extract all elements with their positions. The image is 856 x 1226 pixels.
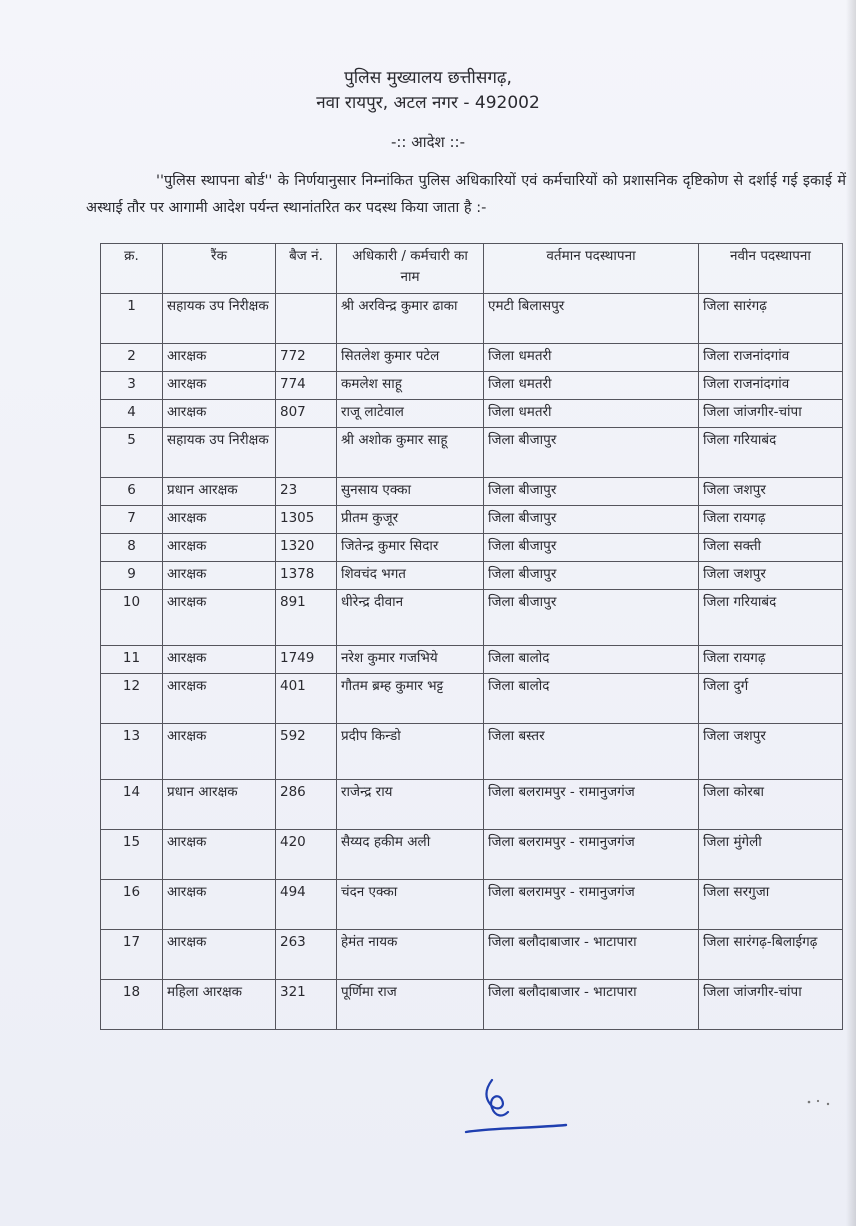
table-row xyxy=(101,930,843,980)
cell-serial: 12 xyxy=(101,674,163,724)
cell-name: गौतम ब्रम्ह कुमार भट्ट xyxy=(337,674,484,724)
cell-rank: आरक्षक xyxy=(163,830,276,880)
cell-serial: 18 xyxy=(101,980,163,1030)
cell-rank: आरक्षक xyxy=(163,400,276,428)
cell-rank: आरक्षक xyxy=(163,724,276,780)
cell-rank: आरक्षक xyxy=(163,344,276,372)
table-row xyxy=(101,428,843,478)
cell-rank: सहायक उप निरीक्षक xyxy=(163,294,276,344)
cell-badge: 321 xyxy=(276,980,337,1030)
cell-serial: 1 xyxy=(101,294,163,344)
cell-name: सैय्यद हकीम अली xyxy=(337,830,484,880)
cell-serial: 5 xyxy=(101,428,163,478)
cell-name: पूर्णिमा राज xyxy=(337,980,484,1030)
transfer-table xyxy=(100,243,843,1030)
table-row xyxy=(101,478,843,506)
cell-current-posting: जिला बलरामपुर - रामानुजगंज xyxy=(484,880,699,930)
cell-current-posting: जिला बीजापुर xyxy=(484,562,699,590)
cell-new-posting: जिला सक्ती xyxy=(699,534,843,562)
cell-current-posting: जिला बीजापुर xyxy=(484,428,699,478)
cell-rank: आरक्षक xyxy=(163,590,276,646)
cell-serial: 4 xyxy=(101,400,163,428)
header-badge: बैज नं. xyxy=(276,244,337,294)
cell-new-posting: जिला जशपुर xyxy=(699,562,843,590)
cell-new-posting: जिला जांजगीर-चांपा xyxy=(699,980,843,1030)
cell-badge: 420 xyxy=(276,830,337,880)
cell-rank: महिला आरक्षक xyxy=(163,980,276,1030)
page-edge-shadow xyxy=(846,0,856,1226)
cell-serial: 17 xyxy=(101,930,163,980)
cell-current-posting: जिला बीजापुर xyxy=(484,506,699,534)
cell-name: शिवचंद भगत xyxy=(337,562,484,590)
cell-serial: 15 xyxy=(101,830,163,880)
cell-rank: आरक्षक xyxy=(163,372,276,400)
cell-rank: आरक्षक xyxy=(163,506,276,534)
cell-serial: 6 xyxy=(101,478,163,506)
cell-new-posting: जिला राजनांदगांव xyxy=(699,372,843,400)
cell-name: चंदन एक्का xyxy=(337,880,484,930)
cell-serial: 14 xyxy=(101,780,163,830)
table-row xyxy=(101,534,843,562)
table-body xyxy=(101,294,843,1030)
cell-name: श्री अरविन्द्र कुमार ढाका xyxy=(337,294,484,344)
cell-name: धीरेन्द्र दीवान xyxy=(337,590,484,646)
cell-name: हेमंत नायक xyxy=(337,930,484,980)
cell-badge: 494 xyxy=(276,880,337,930)
office-name: पुलिस मुख्यालय छत्तीसगढ़, xyxy=(344,68,512,88)
cell-badge: 1378 xyxy=(276,562,337,590)
cell-name: जितेन्द्र कुमार सिदार xyxy=(337,534,484,562)
header-new-posting: नवीन पदस्थापना xyxy=(699,244,843,294)
header-name: अधिकारी / कर्मचारी का नाम xyxy=(337,244,484,294)
cell-rank: आरक्षक xyxy=(163,534,276,562)
table-header-row xyxy=(101,244,843,294)
cell-badge: 23 xyxy=(276,478,337,506)
cell-name: राजेन्द्र राय xyxy=(337,780,484,830)
cell-current-posting: जिला बलरामपुर - रामानुजगंज xyxy=(484,780,699,830)
table-row xyxy=(101,830,843,880)
cell-name: प्रीतम कुजूर xyxy=(337,506,484,534)
cell-current-posting: जिला धमतरी xyxy=(484,372,699,400)
cell-rank: प्रधान आरक्षक xyxy=(163,478,276,506)
cell-serial: 8 xyxy=(101,534,163,562)
table-row xyxy=(101,646,843,674)
cell-current-posting: जिला बालोद xyxy=(484,646,699,674)
cell-current-posting: जिला बलरामपुर - रामानुजगंज xyxy=(484,830,699,880)
header-serial: क्र. xyxy=(101,244,163,294)
cell-name: राजू लाटेवाल xyxy=(337,400,484,428)
cell-new-posting: जिला जशपुर xyxy=(699,724,843,780)
cell-new-posting: जिला जांजगीर-चांपा xyxy=(699,400,843,428)
cell-rank: आरक्षक xyxy=(163,880,276,930)
header-current-posting: वर्तमान पदस्थापना xyxy=(484,244,699,294)
cell-serial: 16 xyxy=(101,880,163,930)
cell-badge xyxy=(276,294,337,344)
table-row xyxy=(101,562,843,590)
cell-new-posting: जिला गरियाबंद xyxy=(699,428,843,478)
scan-specks xyxy=(806,1096,836,1108)
cell-badge: 772 xyxy=(276,344,337,372)
cell-rank: आरक्षक xyxy=(163,562,276,590)
cell-badge: 263 xyxy=(276,930,337,980)
cell-serial: 7 xyxy=(101,506,163,534)
table-row xyxy=(101,674,843,724)
order-title: -:: आदेश ::- xyxy=(390,133,466,151)
cell-new-posting: जिला गरियाबंद xyxy=(699,590,843,646)
cell-new-posting: जिला मुंगेली xyxy=(699,830,843,880)
cell-new-posting: जिला दुर्ग xyxy=(699,674,843,724)
cell-current-posting: जिला बीजापुर xyxy=(484,534,699,562)
cell-current-posting: जिला बलौदाबाजार - भाटापारा xyxy=(484,980,699,1030)
table-row xyxy=(101,780,843,830)
cell-name: सुनसाय एक्का xyxy=(337,478,484,506)
cell-new-posting: जिला राजनांदगांव xyxy=(699,344,843,372)
cell-badge: 401 xyxy=(276,674,337,724)
cell-current-posting: जिला बालोद xyxy=(484,674,699,724)
table-row xyxy=(101,506,843,534)
cell-new-posting: जिला जशपुर xyxy=(699,478,843,506)
cell-current-posting: जिला धमतरी xyxy=(484,400,699,428)
cell-serial: 10 xyxy=(101,590,163,646)
cell-rank: प्रधान आरक्षक xyxy=(163,780,276,830)
cell-serial: 13 xyxy=(101,724,163,780)
order-intro-paragraph: ''पुलिस स्थापना बोर्ड'' के निर्णयानुसार निम्नांकित पुलिस अधिकारियों एवं कर्मचारियों को प्रशासनिक दृष्टिकोण से दर्शाई गई इकाई में अस्थाई तौर पर आगामी आदेश पर्यन्त स्थानांतरित कर पदस्थ किया जाता है :- xyxy=(86,173,846,216)
office-address: नवा रायपुर, अटल नगर - 492002 xyxy=(316,93,540,113)
cell-serial: 3 xyxy=(101,372,163,400)
cell-serial: 9 xyxy=(101,562,163,590)
cell-new-posting: जिला सारंगढ़ xyxy=(699,294,843,344)
header-rank: रैंक xyxy=(163,244,276,294)
table-row xyxy=(101,294,843,344)
cell-badge: 891 xyxy=(276,590,337,646)
cell-badge: 807 xyxy=(276,400,337,428)
cell-current-posting: जिला बस्तर xyxy=(484,724,699,780)
cell-badge: 1749 xyxy=(276,646,337,674)
cell-badge: 592 xyxy=(276,724,337,780)
cell-new-posting: जिला सारंगढ़-बिलाईगढ़ xyxy=(699,930,843,980)
table-row xyxy=(101,590,843,646)
cell-badge: 286 xyxy=(276,780,337,830)
cell-current-posting: जिला बीजापुर xyxy=(484,590,699,646)
cell-serial: 2 xyxy=(101,344,163,372)
cell-badge: 1320 xyxy=(276,534,337,562)
cell-name: प्रदीप किन्डो xyxy=(337,724,484,780)
table-row xyxy=(101,980,843,1030)
table-row xyxy=(101,344,843,372)
cell-rank: आरक्षक xyxy=(163,674,276,724)
table-row xyxy=(101,880,843,930)
cell-new-posting: जिला सरगुजा xyxy=(699,880,843,930)
cell-current-posting: एमटी बिलासपुर xyxy=(484,294,699,344)
cell-name: नरेश कुमार गजभिये xyxy=(337,646,484,674)
cell-current-posting: जिला धमतरी xyxy=(484,344,699,372)
cell-rank: आरक्षक xyxy=(163,930,276,980)
table-row xyxy=(101,372,843,400)
cell-name: कमलेश साहू xyxy=(337,372,484,400)
cell-current-posting: जिला बीजापुर xyxy=(484,478,699,506)
cell-rank: सहायक उप निरीक्षक xyxy=(163,428,276,478)
cell-badge: 774 xyxy=(276,372,337,400)
cell-new-posting: जिला कोरबा xyxy=(699,780,843,830)
cell-rank: आरक्षक xyxy=(163,646,276,674)
office-header xyxy=(0,66,856,116)
cell-current-posting: जिला बलौदाबाजार - भाटापारा xyxy=(484,930,699,980)
cell-serial: 11 xyxy=(101,646,163,674)
cell-badge: 1305 xyxy=(276,506,337,534)
cell-name: श्री अशोक कुमार साहू xyxy=(337,428,484,478)
table-row xyxy=(101,400,843,428)
cell-new-posting: जिला रायगढ़ xyxy=(699,506,843,534)
signature xyxy=(462,1078,572,1138)
table-row xyxy=(101,724,843,780)
cell-new-posting: जिला रायगढ़ xyxy=(699,646,843,674)
cell-name: सितलेश कुमार पटेल xyxy=(337,344,484,372)
cell-badge xyxy=(276,428,337,478)
